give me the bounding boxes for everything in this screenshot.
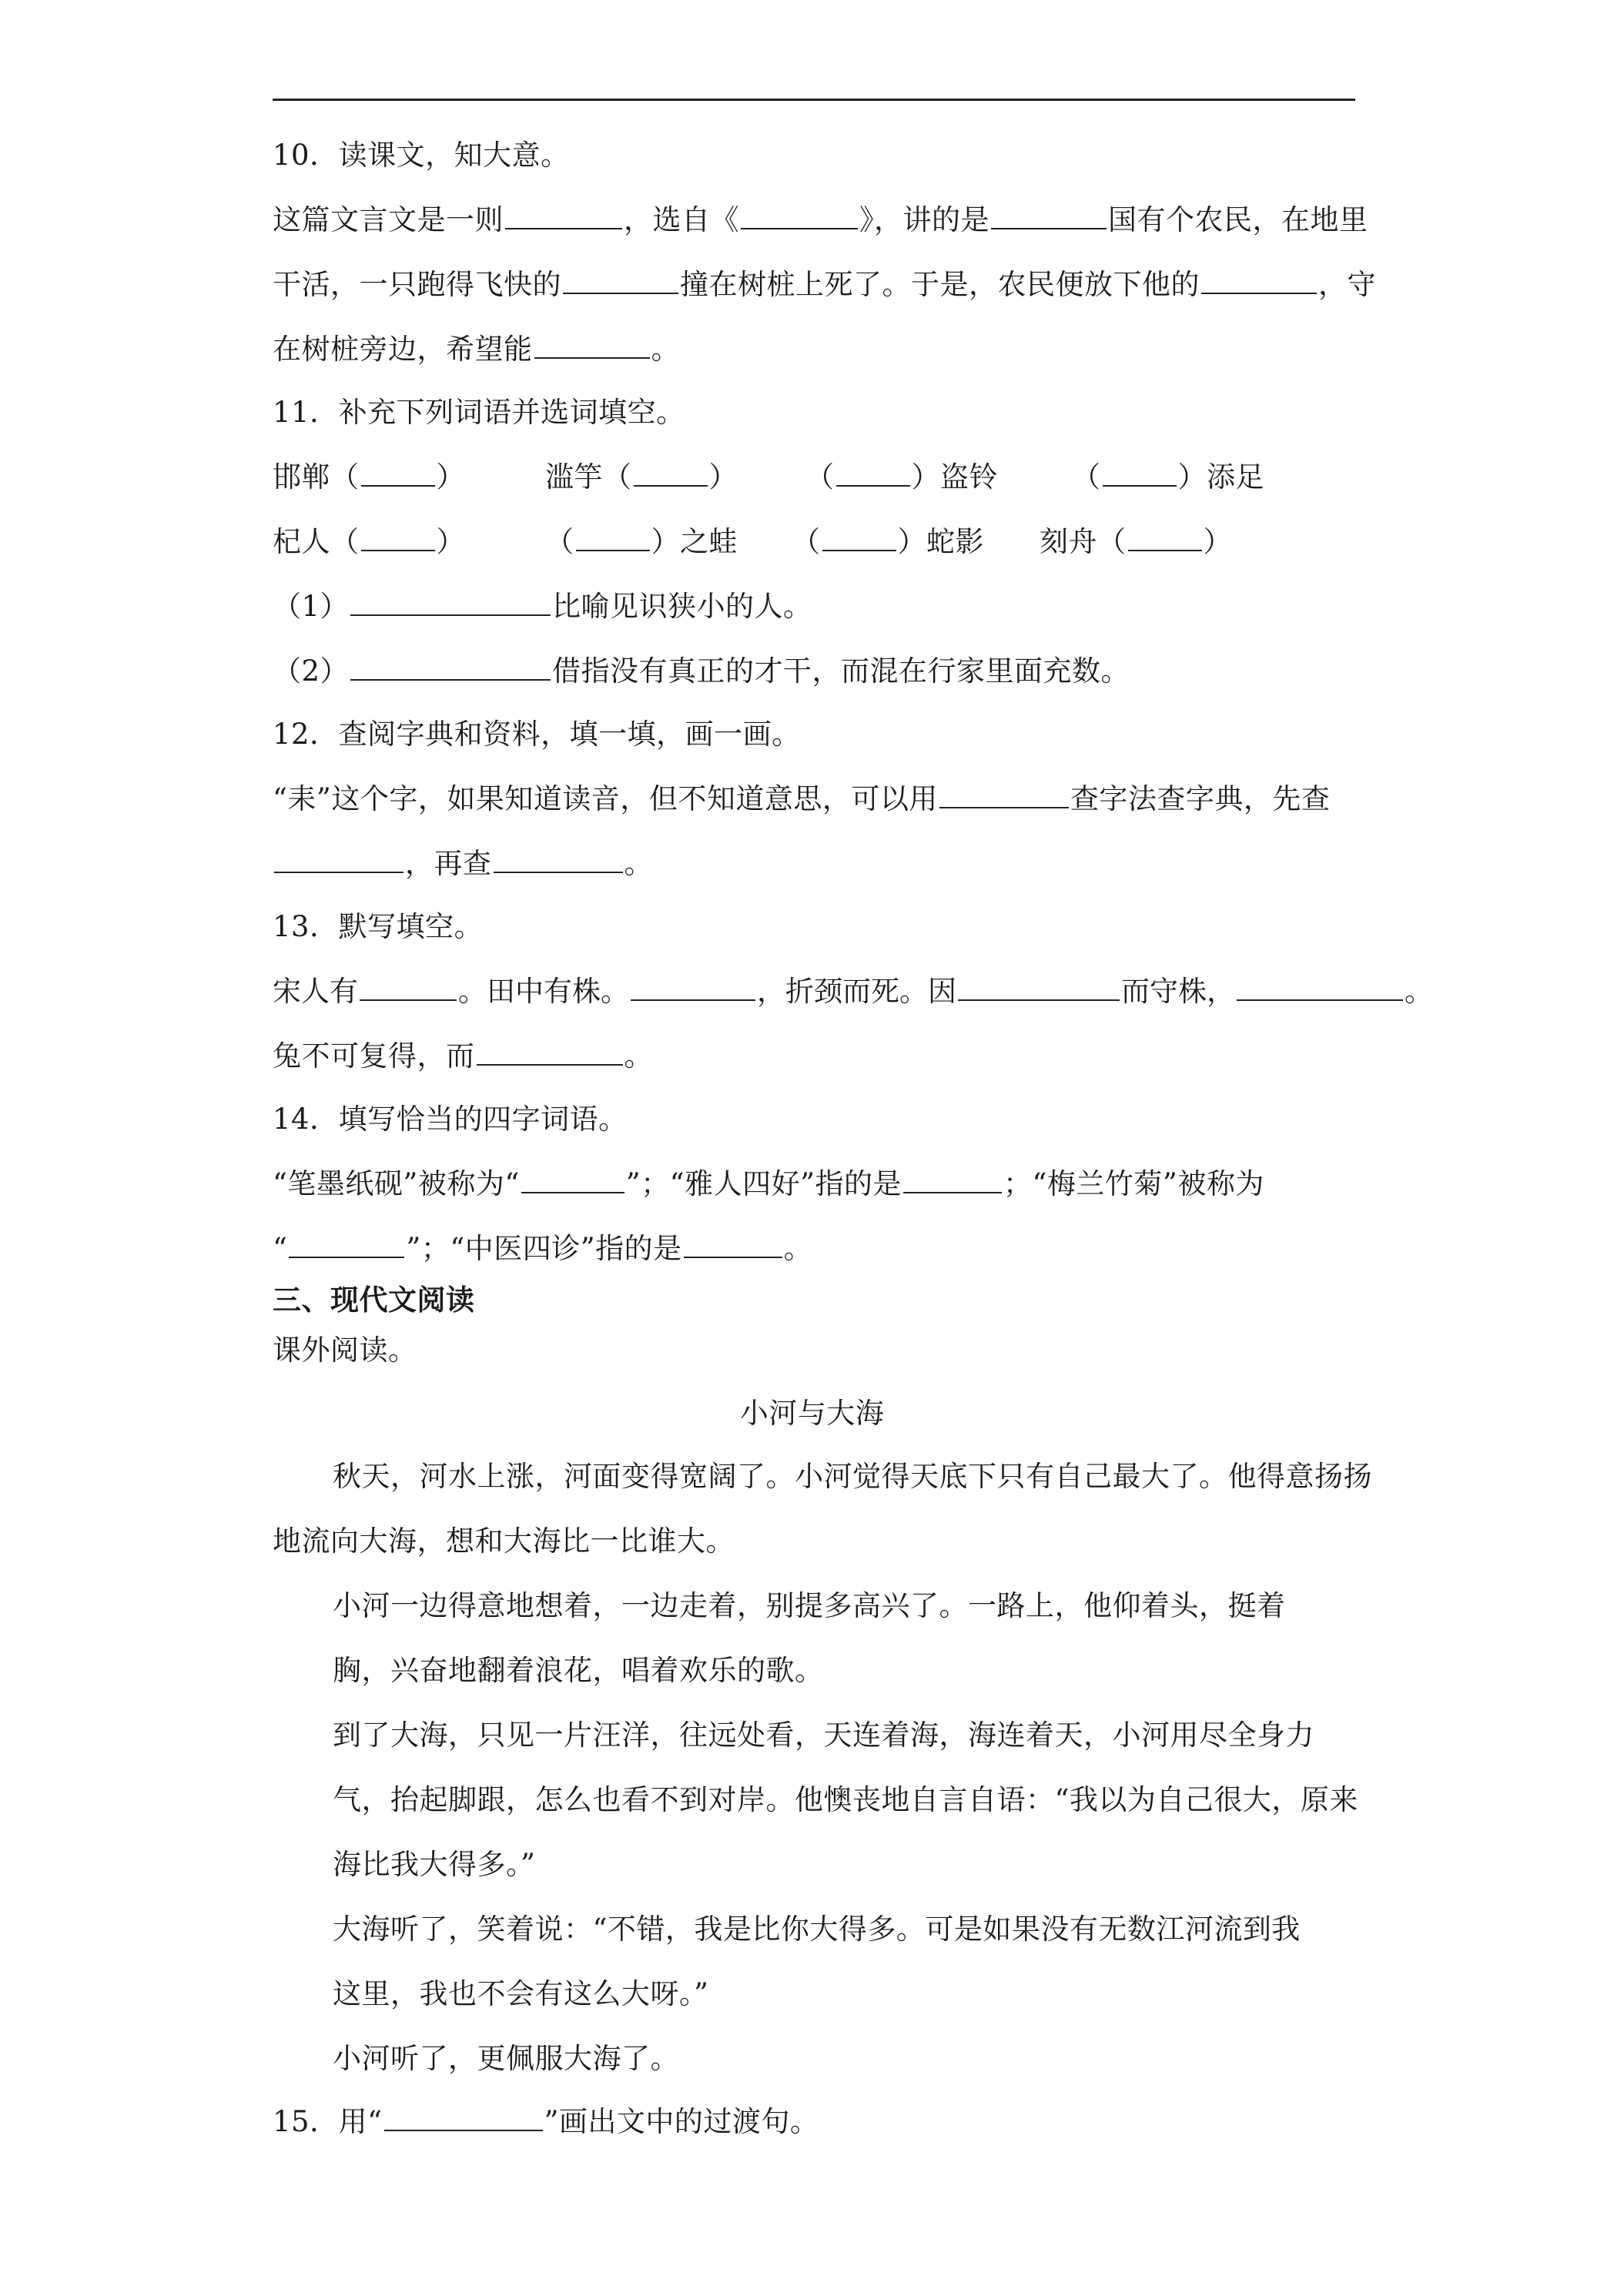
answer-blank[interactable] bbox=[361, 524, 435, 551]
passage-line: 大海听了，笑着说：“不错，我是比你大得多。可是如果没有无数江河流到我 bbox=[333, 1913, 1301, 1946]
q14-line2: “ ”；“中医四诊”指的是 。 bbox=[273, 1232, 813, 1265]
answer-blank[interactable] bbox=[822, 524, 896, 551]
q10-line1: 这篇文言文是一则 ，选自《 》，讲的是 国有个农民，在地里 bbox=[273, 203, 1368, 236]
q11-sub2: （2） 借指没有真正的才干，而混在行家里面充数。 bbox=[273, 654, 1130, 688]
answer-blank[interactable] bbox=[477, 1038, 623, 1066]
q12-line1: “耒”这个字，如果知道读音，但不知道意思，可以用 查字法查字典，先查 bbox=[273, 782, 1331, 815]
answer-blank[interactable] bbox=[684, 1230, 782, 1258]
q11-row1: 邯郸（ ） 滥竽（ ） （ ）盗铃 （ ）添足 bbox=[273, 460, 1264, 494]
answer-blank[interactable] bbox=[741, 202, 858, 229]
passage-line: 到了大海，只见一片汪洋，往远处看，天连着海，海连着天，小河用尽全身力 bbox=[333, 1719, 1314, 1752]
q10-line2: 干活，一只跑得飞快的 撞在树桩上死了。于是，农民便放下他的 ，守 bbox=[273, 268, 1376, 301]
q11-sub1: （1） 比喻见识狭小的人。 bbox=[273, 590, 812, 623]
header-rule bbox=[273, 99, 1355, 101]
passage-line: 胸，兴奋地翻着浪花，唱着欢乐的歌。 bbox=[333, 1654, 824, 1687]
answer-blank[interactable] bbox=[289, 1230, 404, 1258]
answer-blank[interactable] bbox=[384, 2104, 543, 2131]
answer-blank[interactable] bbox=[534, 331, 650, 359]
q15-line: 15．用“ ”画出文中的过渡句。 bbox=[273, 2105, 819, 2138]
q10-line3: 在树桩旁边，希望能 。 bbox=[273, 333, 680, 366]
answer-blank[interactable] bbox=[361, 459, 435, 487]
q13-line1: 宋人有 。田中有株。 ，折颈而死。因 而守株， 。 bbox=[273, 975, 1433, 1008]
passage-line: 气，抬起脚跟，怎么也看不到对岸。他懊丧地自言自语：“我以为自己很大，原来 bbox=[333, 1783, 1358, 1816]
answer-blank[interactable] bbox=[1103, 459, 1177, 487]
passage-line: 海比我大得多。” bbox=[333, 1848, 536, 1881]
q11-title: 11．补充下列词语并选词填空。 bbox=[273, 396, 685, 429]
q14-title: 14．填写恰当的四字词语。 bbox=[273, 1103, 628, 1136]
answer-blank[interactable] bbox=[563, 266, 678, 294]
answer-blank[interactable] bbox=[360, 973, 457, 1001]
q14-line1: “笔墨纸砚”被称为“ ”；“雅人四好”指的是 ；“梅兰竹菊”被称为 bbox=[273, 1167, 1264, 1200]
answer-blank[interactable] bbox=[1237, 973, 1403, 1001]
answer-blank[interactable] bbox=[836, 459, 910, 487]
answer-blank[interactable] bbox=[903, 1166, 1002, 1193]
answer-blank[interactable] bbox=[991, 202, 1107, 229]
passage-title: 小河与大海 bbox=[739, 1397, 885, 1430]
q10-title: 10．读课文，知大意。 bbox=[273, 139, 570, 172]
answer-blank[interactable] bbox=[634, 459, 708, 487]
answer-blank[interactable] bbox=[350, 653, 551, 681]
answer-blank[interactable] bbox=[1201, 266, 1317, 294]
answer-blank[interactable] bbox=[631, 973, 755, 1001]
answer-blank[interactable] bbox=[350, 588, 551, 616]
q12-title: 12．查阅字典和资料，填一填，画一画。 bbox=[273, 718, 801, 751]
section-heading: 三、现代文阅读 bbox=[273, 1283, 475, 1317]
answer-blank[interactable] bbox=[494, 845, 623, 873]
answer-blank[interactable] bbox=[576, 524, 650, 551]
q12-line2: ，再查 。 bbox=[273, 845, 653, 882]
q13-line2: 兔不可复得，而 。 bbox=[273, 1039, 653, 1073]
passage-line: 地流向大海，想和大海比一比谁大。 bbox=[273, 1525, 735, 1558]
answer-blank[interactable] bbox=[939, 781, 1069, 808]
q11-row2: 杞人（ ） （ ）之蛙 （ ）蛇影 刻舟（ ） bbox=[273, 525, 1232, 558]
passage-line: 小河听了，更佩服大海了。 bbox=[333, 2042, 679, 2075]
q13-title: 13．默写填空。 bbox=[273, 910, 484, 943]
section-intro: 课外阅读。 bbox=[273, 1334, 417, 1367]
answer-blank[interactable] bbox=[505, 202, 622, 229]
passage-line: 小河一边得意地想着，一边走着，别提多高兴了。一路上，他仰着头，挺着 bbox=[333, 1589, 1286, 1622]
answer-blank[interactable] bbox=[1128, 524, 1202, 551]
passage-line: 这里，我也不会有这么大呀。” bbox=[333, 1977, 709, 2010]
answer-blank[interactable] bbox=[274, 845, 403, 873]
passage-line: 秋天，河水上涨，河面变得宽阔了。小河觉得天底下只有自己最大了。他得意扬扬 bbox=[333, 1460, 1372, 1493]
answer-blank[interactable] bbox=[521, 1166, 624, 1193]
answer-blank[interactable] bbox=[958, 973, 1120, 1001]
